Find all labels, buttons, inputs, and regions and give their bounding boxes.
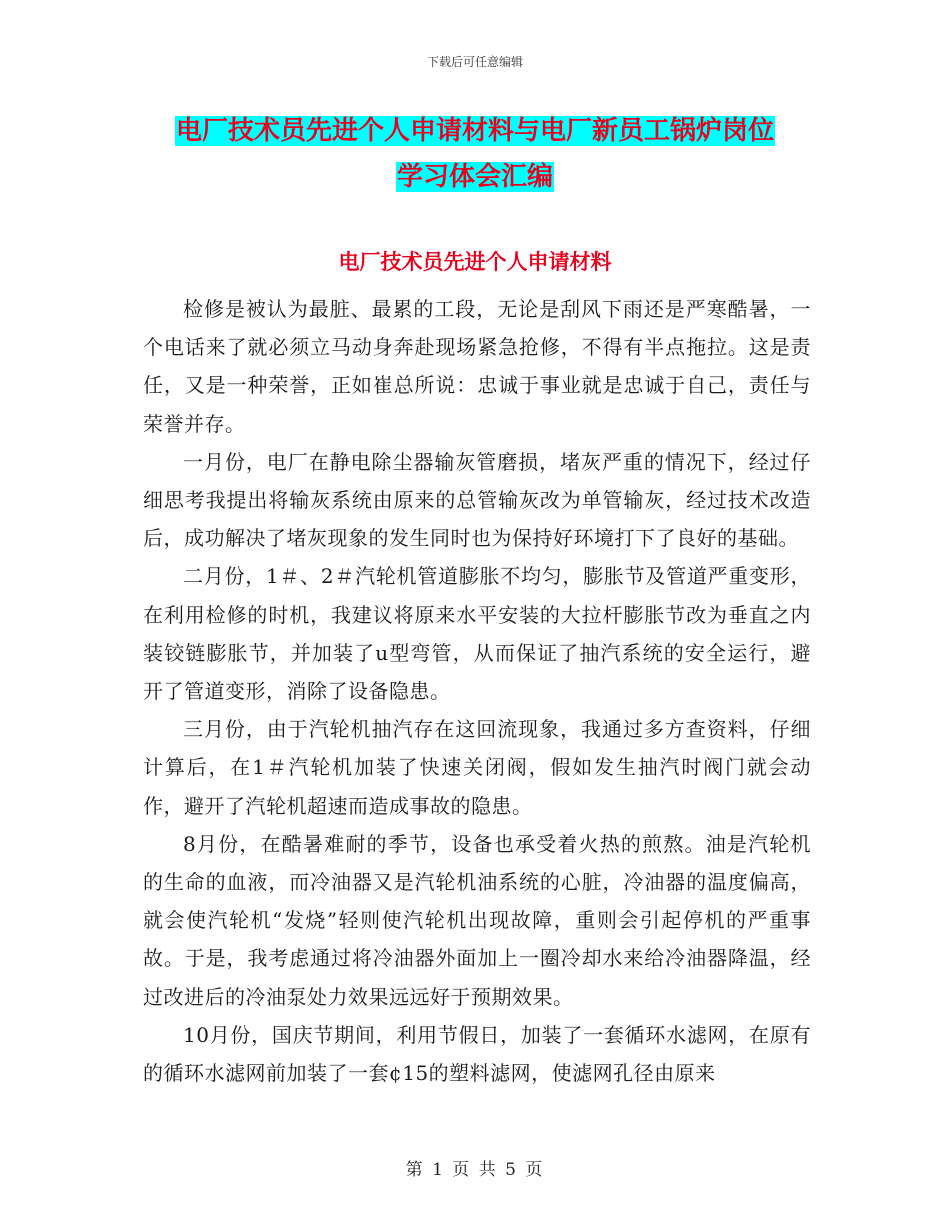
paragraph: 二月份，1＃、2＃汽轮机管道膨胀不均匀，膨胀节及管道严重变形，在利用检修的时机，我建议将原来水平安装的大拉杆膨胀节改为垂直之内装铰链膨胀节，并加装了u型弯管，从而保证了抽汽系统的安全运行，避开了管道变形，消除了设备隐患。 bbox=[143, 564, 811, 704]
header-note: 下载后可任意编辑 bbox=[426, 55, 523, 69]
paragraph: 检修是被认为最脏、最累的工段，无论是刮风下雨还是严寒酷暑，一个电话来了就必须立马动身奔赴现场紧急抢修，不得有半点拖拉。这是责任，又是一种荣誉，正如崔总所说：忠诚于事业就是忠诚于自己，责任与荣誉并存。 bbox=[143, 297, 811, 436]
document-title-line1: 电厂技术员先进个人申请材料与电厂新员工锅炉岗位 bbox=[175, 116, 774, 146]
paragraph: 8月份，在酷暑难耐的季节，设备也承受着火热的煎熬。油是汽轮机的生命的血液，而冷油器又是汽轮机油系统的心脏，冷油器的温度偏高，就会使汽轮机“发烧”轻则使汽轮机出现故障，重则会引起停机的严重事故。于是，我考虑通过将冷油器外面加上一圈冷却水来给冷油器降温，经过改进后的冷油泵处力效果远远好于预期效果。 bbox=[143, 831, 811, 1009]
body-text bbox=[143, 290, 811, 1092]
paragraph: 三月份，由于汽轮机抽汽存在这回流现象，我通过多方查资料，仔细计算后，在1＃汽轮机加装了快速关闭阀，假如发生抽汽时阀门就会动作，避开了汽轮机超速而造成事故的隐患。 bbox=[143, 717, 811, 818]
page-footer: 第 1 页 共 5 页 bbox=[405, 1160, 545, 1180]
section-title: 电厂技术员先进个人申请材料 bbox=[338, 250, 612, 274]
paragraph: 一月份，电厂在静电除尘器输灰管磨损，堵灰严重的情况下，经过仔细思考我提出将输灰系统由原来的总管输灰改为单管输灰，经过技术改造后，成功解决了堵灰现象的发生同时也为保持好环境打下了良好的基础。 bbox=[143, 449, 811, 551]
paragraph: 10月份，国庆节期间，利用节假日，加装了一套循环水滤网，在原有的循环水滤网前加装了一套¢15的塑料滤网，使滤网孔径由原来 bbox=[143, 1022, 811, 1086]
document-title bbox=[140, 108, 810, 200]
document-title-line2: 学习体会汇编 bbox=[396, 162, 553, 192]
